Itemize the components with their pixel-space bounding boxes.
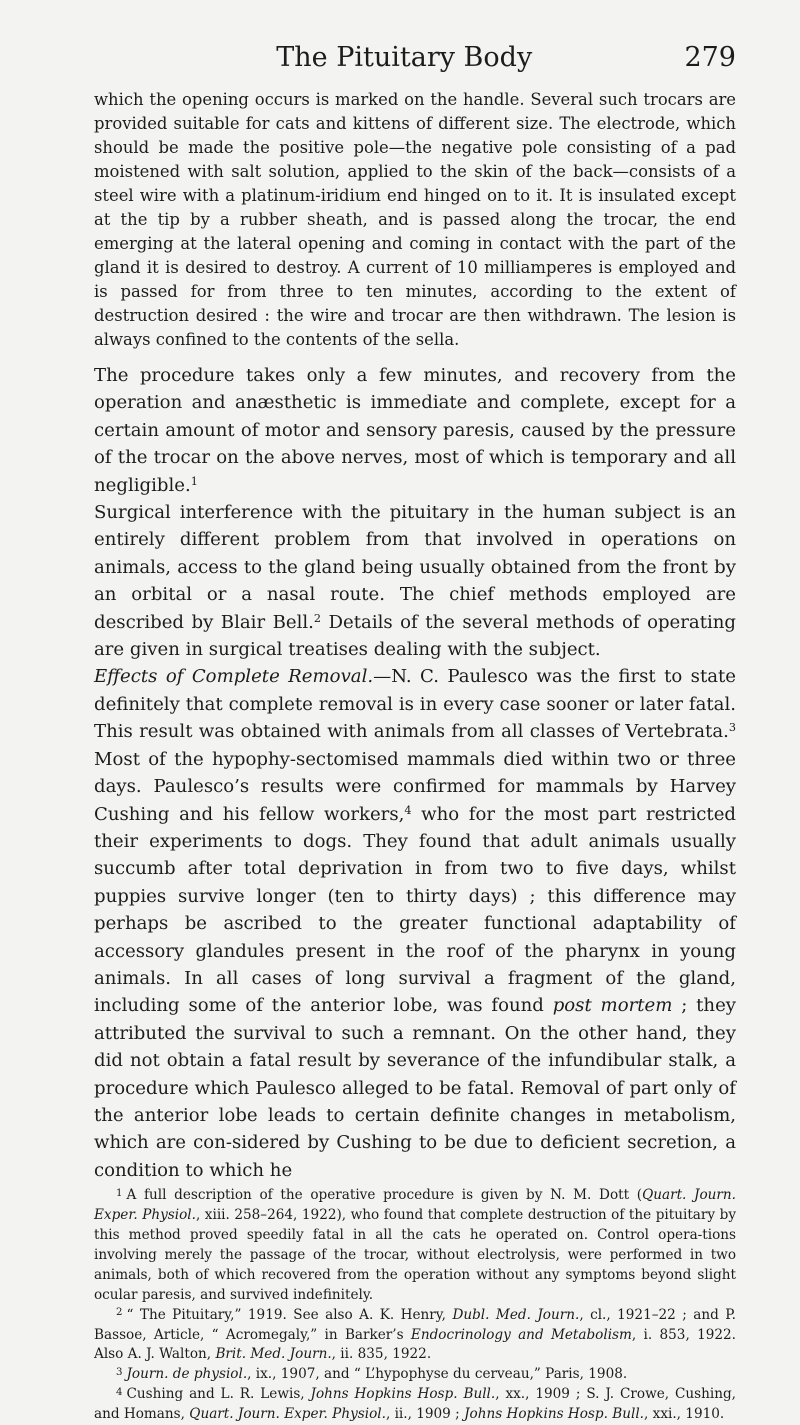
footnote-ref-2[interactable]: 2	[313, 611, 322, 625]
section-heading: Effects of Complete Removal.	[94, 666, 374, 688]
footnotes	[94, 1186, 736, 1425]
footnote-1: $^1$ A full description of the operative procedure is given by N. M. Dott (Quart. Journ. Exper. Physiol., xiii. 258–264, 1922), who found that complete destruction of the pituitary by this method proved speedily fatal in all the cats he operated on. Control opera-tions involving merely the passage of the trocar, without electrolysis, were performed in two animals, both of which recovered from the operation without any symptoms beyond slight ocular paresis, and survived indefinitely.	[94, 1187, 736, 1303]
footnote-ref-1[interactable]: 1	[190, 474, 198, 488]
footnote-4: $^4$ Cushing and L. R. Lewis, Johns Hopkins Hosp. Bull., xx., 1909 ; S. J. Crowe, Cushing, and Homans, Quart. Journ. Exper. Physiol., ii., 1909 ; Johns Hopkins Hosp. Bull., xxi., 1910.	[94, 1386, 736, 1423]
paragraph-procedure-recovery: The procedure takes only a few minutes, and recovery from the operation and anæsthetic is immediate and complete, except for a certain amount of motor and sensory paresis, caused by the pressure of the trocar on the above nerves, most of which is temporary and all negligible.$^1$	[94, 365, 736, 496]
paragraph-trocar-description: which the opening occurs is marked on the handle. Several such trocars are provided suitable for cats and kittens of different size. The electrode, which should be made the positive pole—the negative pole consisting of a pad moistened with salt solution, applied to the skin of the back—consists of a steel wire with a platinum-iridium end hinged on to it. It is insulated except at the tip by a rubber sheath, and is passed along the trocar, the end emerging at the lateral opening and coming in contact with the part of the gland it is desired to destroy. A current of 10 milliamperes is employed and is passed for from three to ten minutes, according to the extent of destruction desired : the wire and trocar are then withdrawn. The lesion is always confined to the contents of the sella.	[94, 90, 736, 349]
paragraph-surgical-interference: Surgical interference with the pituitary in the human subject is an entirely different problem from that involved in operations on animals, access to the gland being usually obtained from the front by an orbital or a nasal route. The chief methods employed are described by Blair Bell.$^2$ Details of the several methods of operating are given in surgical treatises dealing with the subject.	[94, 502, 736, 661]
footnote-3: $^3$ Journ. de physiol., ix., 1907, and “ L’hypophyse du cerveau,” Paris, 1908.	[116, 1366, 628, 1383]
footnote-ref-4[interactable]: 4	[404, 803, 412, 817]
footnote-2: $^2$ “ The Pituitary,” 1919. See also A. K. Henry, Dubl. Med. Journ., cl., 1921–22 ; and P. Bassoe, Article, “ Acromegaly,” in Barker’s Endocrinology and Metabolism, i. 853, 1922. Also A. J. Walton, Brit. Med. Journ., ii. 835, 1922.	[94, 1306, 736, 1363]
running-title: The Pituitary Body	[276, 42, 533, 73]
running-header	[94, 42, 736, 88]
footnote-ref-3[interactable]: 3	[728, 721, 736, 735]
page-number: 279	[684, 42, 736, 73]
paragraph-effects-complete-removal: Effects of Complete Removal.—N. C. Paulesco was the first to state definitely that complete removal is in every case sooner or later fatal. This result was obtained with animals from all classes of Vertebrata.$^3$ Most of the hypophy-sectomised mammals died within two or three days. Paulesco’s results were confirmed for mammals by Harvey Cushing and his fellow workers,$^4$ who for the most part restricted their experiments to dogs. They found that adult animals usually succumb after total deprivation in from two to five days, whilst puppies survive longer (ten to thirty days) ; this difference may perhaps be ascribed to the greater functional adaptability of accessory glandules present in the roof of the pharynx in young animals. In all cases of long survival a fragment of the gland, including some of the anterior lobe, was found post mortem ; they attributed the survival to such a remnant. On the other hand, they did not obtain a fatal result by severance of the infundibular stalk, a procedure which Paulesco alleged to be fatal. Removal of part only of the anterior lobe leads to certain definite changes in metabolism, which are con-sidered by Cushing to be due to deficient secretion, a condition to which he	[94, 666, 737, 1181]
